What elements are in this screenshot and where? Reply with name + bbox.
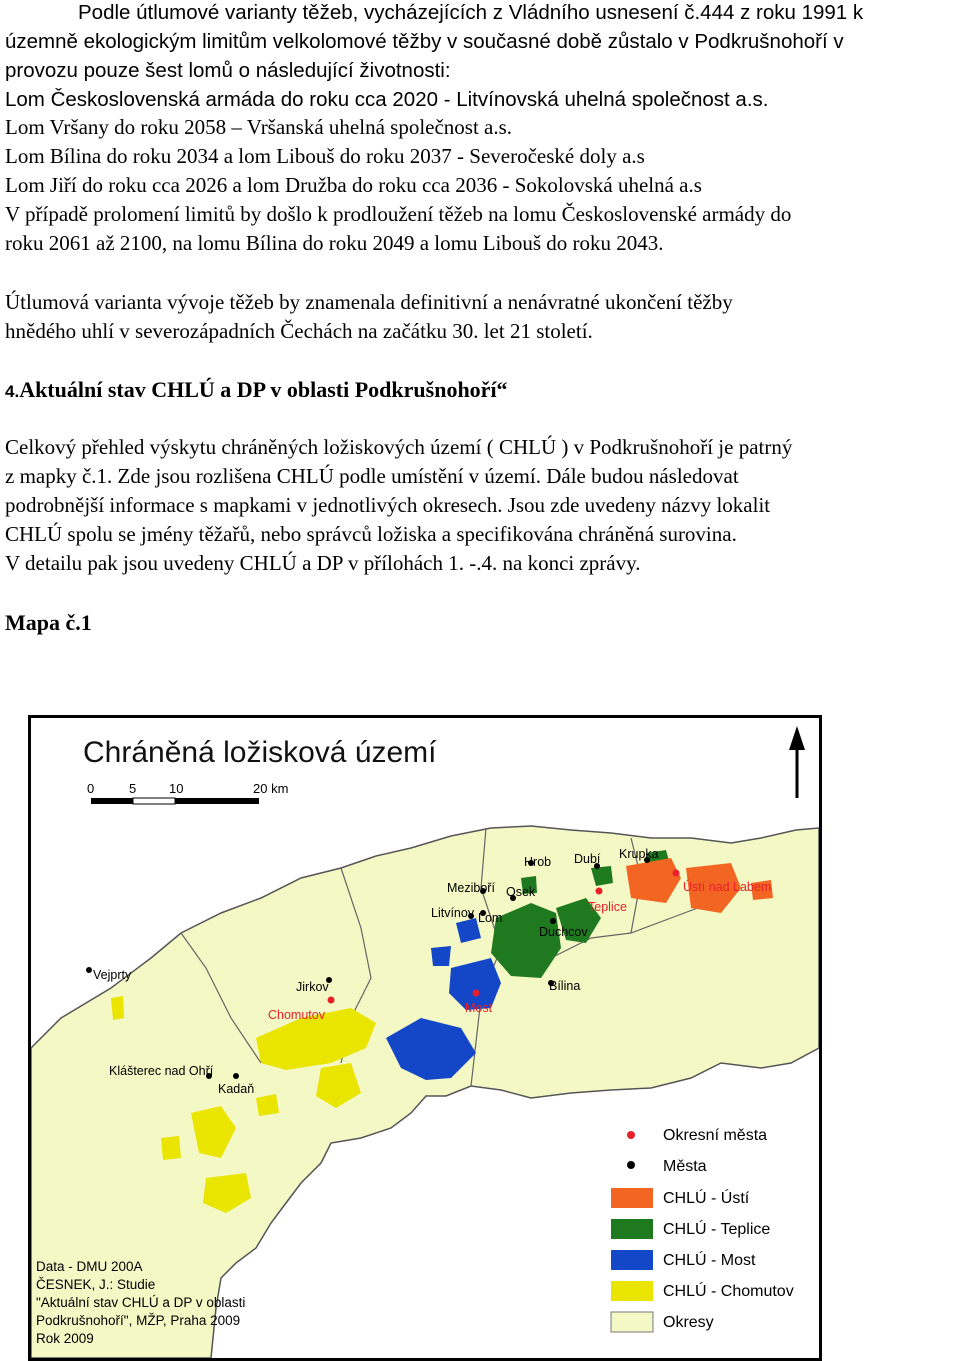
paragraph-1-line: Lom Vršany do roku 2058 – Vršanská uhelná společnost a.s. (5, 115, 513, 139)
map-figure (28, 715, 822, 1361)
paragraph-3-line: V detailu pak jsou uvedeny CHLÚ a DP v přílohách 1. -.4. na konci zprávy. (5, 551, 641, 575)
district-town-label: Most (465, 1001, 493, 1015)
paragraph-3-line: CHLÚ spolu se jmény těžařů, nebo správců ložiska a specifikována chráněná surovina. (5, 522, 737, 546)
town-label: Hrob (524, 855, 552, 869)
paragraph-1-line: roku 2061 až 2100, na lomu Bílina do roku 2049 a lomu Libouš do roku 2043. (5, 231, 664, 255)
scale-label: 5 (129, 781, 137, 796)
paragraph-1-line: V případě prolomení limitů by došlo k prodloužení těžeb na lomu Československé armády do (5, 202, 792, 226)
town-label: Meziboří (447, 881, 495, 895)
legend-label: Okresy (663, 1314, 714, 1331)
paragraph-2-line: hnědého uhlí v severozápadních Čechách na začátku 30. let 21 století. (5, 319, 593, 343)
legend-label: CHLÚ - Teplice (663, 1221, 771, 1238)
town-label: Bílina (549, 979, 581, 993)
scale-bar (87, 781, 288, 804)
source-line: Data - DMU 200A (36, 1259, 143, 1274)
chlu-chomutov-area (161, 1136, 181, 1160)
source-line: "Aktuální stav CHLÚ a DP v oblasti (36, 1295, 246, 1310)
district-town-label: Ústí nad Labem (683, 880, 772, 894)
paragraph-1-line: Podle útlumové varianty těžeb, vycházejících z Vládního usnesení č.444 z roku 1991 k (78, 1, 864, 24)
source-line: Podkrušnohoří", MŽP, Praha 2009 (36, 1313, 241, 1328)
legend-label: Města (663, 1158, 707, 1175)
paragraph-3-line: z mapky č.1. Zde jsou rozlišena CHLÚ podle umístění v území. Dále budou následovat (5, 464, 739, 488)
source-line: ČESNEK, J.: Studie (36, 1277, 156, 1292)
map-legend (611, 1127, 794, 1332)
district-town-label: Chomutov (268, 1008, 325, 1022)
town-label: Klášterec nad Ohří (109, 1064, 214, 1078)
town-label: Lom (478, 911, 503, 925)
paragraph-1-line: Lom Československá armáda do roku cca 2020 - Litvínovská uhelná společnost a.s. (5, 88, 769, 111)
town-label: Dubí (574, 852, 601, 866)
paragraph-3-line: podrobnější informace s mapkami v jednotlivých okresech. Jsou zde uvedeny názvy lokalit (5, 493, 771, 517)
scale-label: 0 (87, 781, 95, 796)
section-number: 4. (5, 382, 20, 401)
town-label: Kadaň (218, 1082, 255, 1096)
legend-label: CHLÚ - Most (663, 1252, 756, 1269)
town-label: Duchcov (539, 925, 588, 939)
chlu-most-area (431, 946, 451, 966)
paragraph-1-line: Lom Jiří do roku cca 2026 a lom Družba do roku cca 2036 - Sokolovská uhelná a.s (5, 173, 702, 197)
town-label: Vejprty (93, 968, 132, 982)
scale-label: 10 (169, 781, 184, 796)
town-label: Krupka (619, 847, 659, 861)
legend-label: CHLÚ - Chomutov (663, 1283, 794, 1300)
paragraph-1-line: územně ekologickým limitům velkolomové těžby v současné době zůstalo v Podkrušnohoří v (5, 30, 844, 53)
section-title: Aktuální stav CHLÚ a DP v oblasti Podkrušnohoří“ (19, 377, 508, 402)
section-heading (5, 375, 508, 406)
source-line: Rok 2009 (36, 1331, 94, 1346)
paragraph-1-line: Lom Bílina do roku 2034 a lom Libouš do roku 2037 - Severočeské doly a.s (5, 144, 645, 168)
legend-label: Okresní města (663, 1127, 768, 1144)
north-arrow-icon (789, 726, 805, 798)
district-town-label: Teplice (588, 900, 627, 914)
paragraph-2-line: Útlumová varianta vývoje těžeb by znamenala definitivní a nenávratné ukončení těžby (5, 290, 733, 314)
town-label: Jirkov (296, 980, 329, 994)
map-svg (31, 718, 819, 1358)
map-caption: Mapa č.1 (5, 610, 92, 635)
scale-label: 20 km (253, 781, 289, 796)
town-label: Osek (506, 885, 536, 899)
chlu-chomutov-area (111, 996, 124, 1020)
paragraph-1-line: provozu pouze šest lomů o následující životnosti: (5, 59, 451, 82)
map-title: Chráněná ložisková území (83, 736, 437, 769)
legend-label: CHLÚ - Ústí (663, 1190, 750, 1207)
paragraph-3-line: Celkový přehled výskytu chráněných ložiskových území ( CHLÚ ) v Podkrušnohoří je patrný (5, 435, 793, 459)
town-label: Litvínov (431, 906, 475, 920)
